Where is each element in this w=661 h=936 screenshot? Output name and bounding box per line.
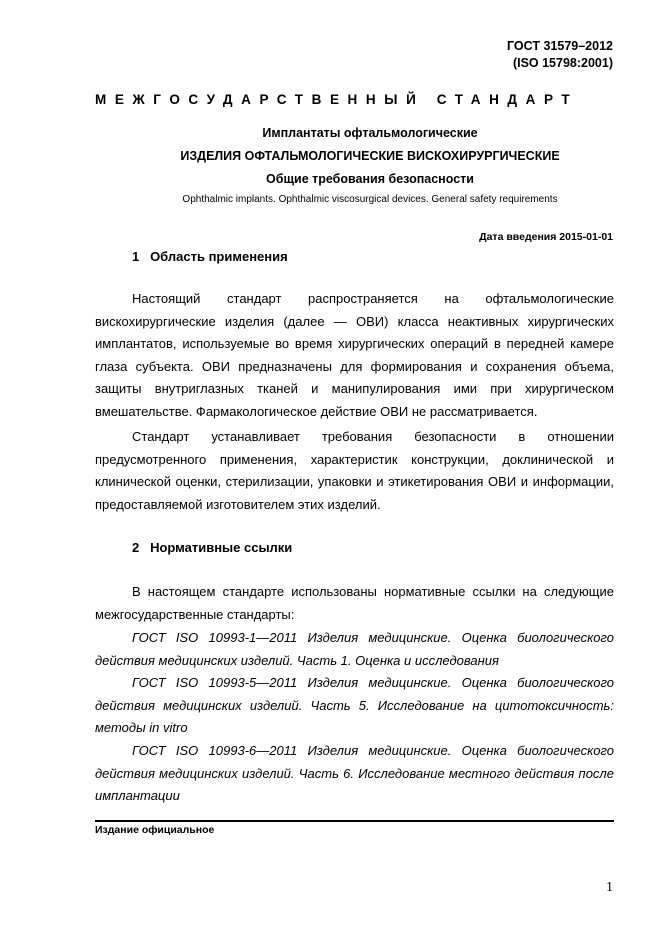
reference-item: ГОСТ ISO 10993-5—2011 Изделия медицинские. Оценка биологического действия медицинских изделий. Часть 5. Исследование на цитотоксичность: методы in vitro: [95, 675, 614, 735]
section-heading-scope: 1 Область применения: [132, 249, 288, 264]
references-intro: В настоящем стандарте использованы нормативные ссылки на следующие межгосударственные стандарты:: [95, 584, 614, 622]
scope-paragraph-1: Настоящий стандарт распространяется на офтальмологические вискохирургические изделия (далее — ОВИ) класса неактивных хирургических имплантатов, используемые во время хирургических операций в передней камере глаза субъекта. ОВИ предназначены для формирования и сохранения объема, защиты внутриглазных тканей и манипулирования ими при хирургическом вмешательстве. Фармакологическое действие ОВИ не рассматривается.: [95, 291, 614, 419]
title-english: Ophthalmic implants. Ophthalmic viscosurgical devices. General safety requirements: [182, 194, 558, 205]
official-edition-label: Издание официальное: [95, 824, 215, 836]
page-number: 1: [606, 880, 613, 895]
interstate-standard-banner: МЕЖГОСУДАРСТВЕННЫЙ СТАНДАРТ: [95, 92, 579, 107]
standard-designation: [507, 38, 613, 72]
introduction-date: Дата введения 2015-01-01: [479, 231, 613, 243]
title-line-1: Имплантаты офтальмологические: [262, 126, 478, 140]
section-heading-references: 2 Нормативные ссылки: [132, 540, 293, 555]
title-line-2: ИЗДЕЛИЯ ОФТАЛЬМОЛОГИЧЕСКИЕ ВИСКОХИРУРГИЧЕСКИЕ: [180, 149, 560, 163]
standard-number: ГОСТ 31579–2012: [507, 39, 613, 53]
footer-divider: [95, 820, 614, 822]
iso-number: (ISO 15798:2001): [512, 56, 613, 70]
title-line-3: Общие требования безопасности: [266, 172, 474, 186]
reference-item: ГОСТ ISO 10993-6—2011 Изделия медицинские. Оценка биологического действия медицинских изделий. Часть 6. Исследование местного действия после имплантации: [95, 743, 614, 803]
scope-paragraph-2: Стандарт устанавливает требования безопасности в отношении предусмотренного применения, характеристик конструкции, доклинической и клинической оценки, стерилизации, упаковки и этикетирования ОВИ и информации, предоставляемой изготовителем этих изделий.: [95, 429, 614, 512]
reference-item: ГОСТ ISO 10993-1—2011 Изделия медицинские. Оценка биологического действия медицинских изделий. Часть 1. Оценка и исследования: [95, 630, 614, 668]
